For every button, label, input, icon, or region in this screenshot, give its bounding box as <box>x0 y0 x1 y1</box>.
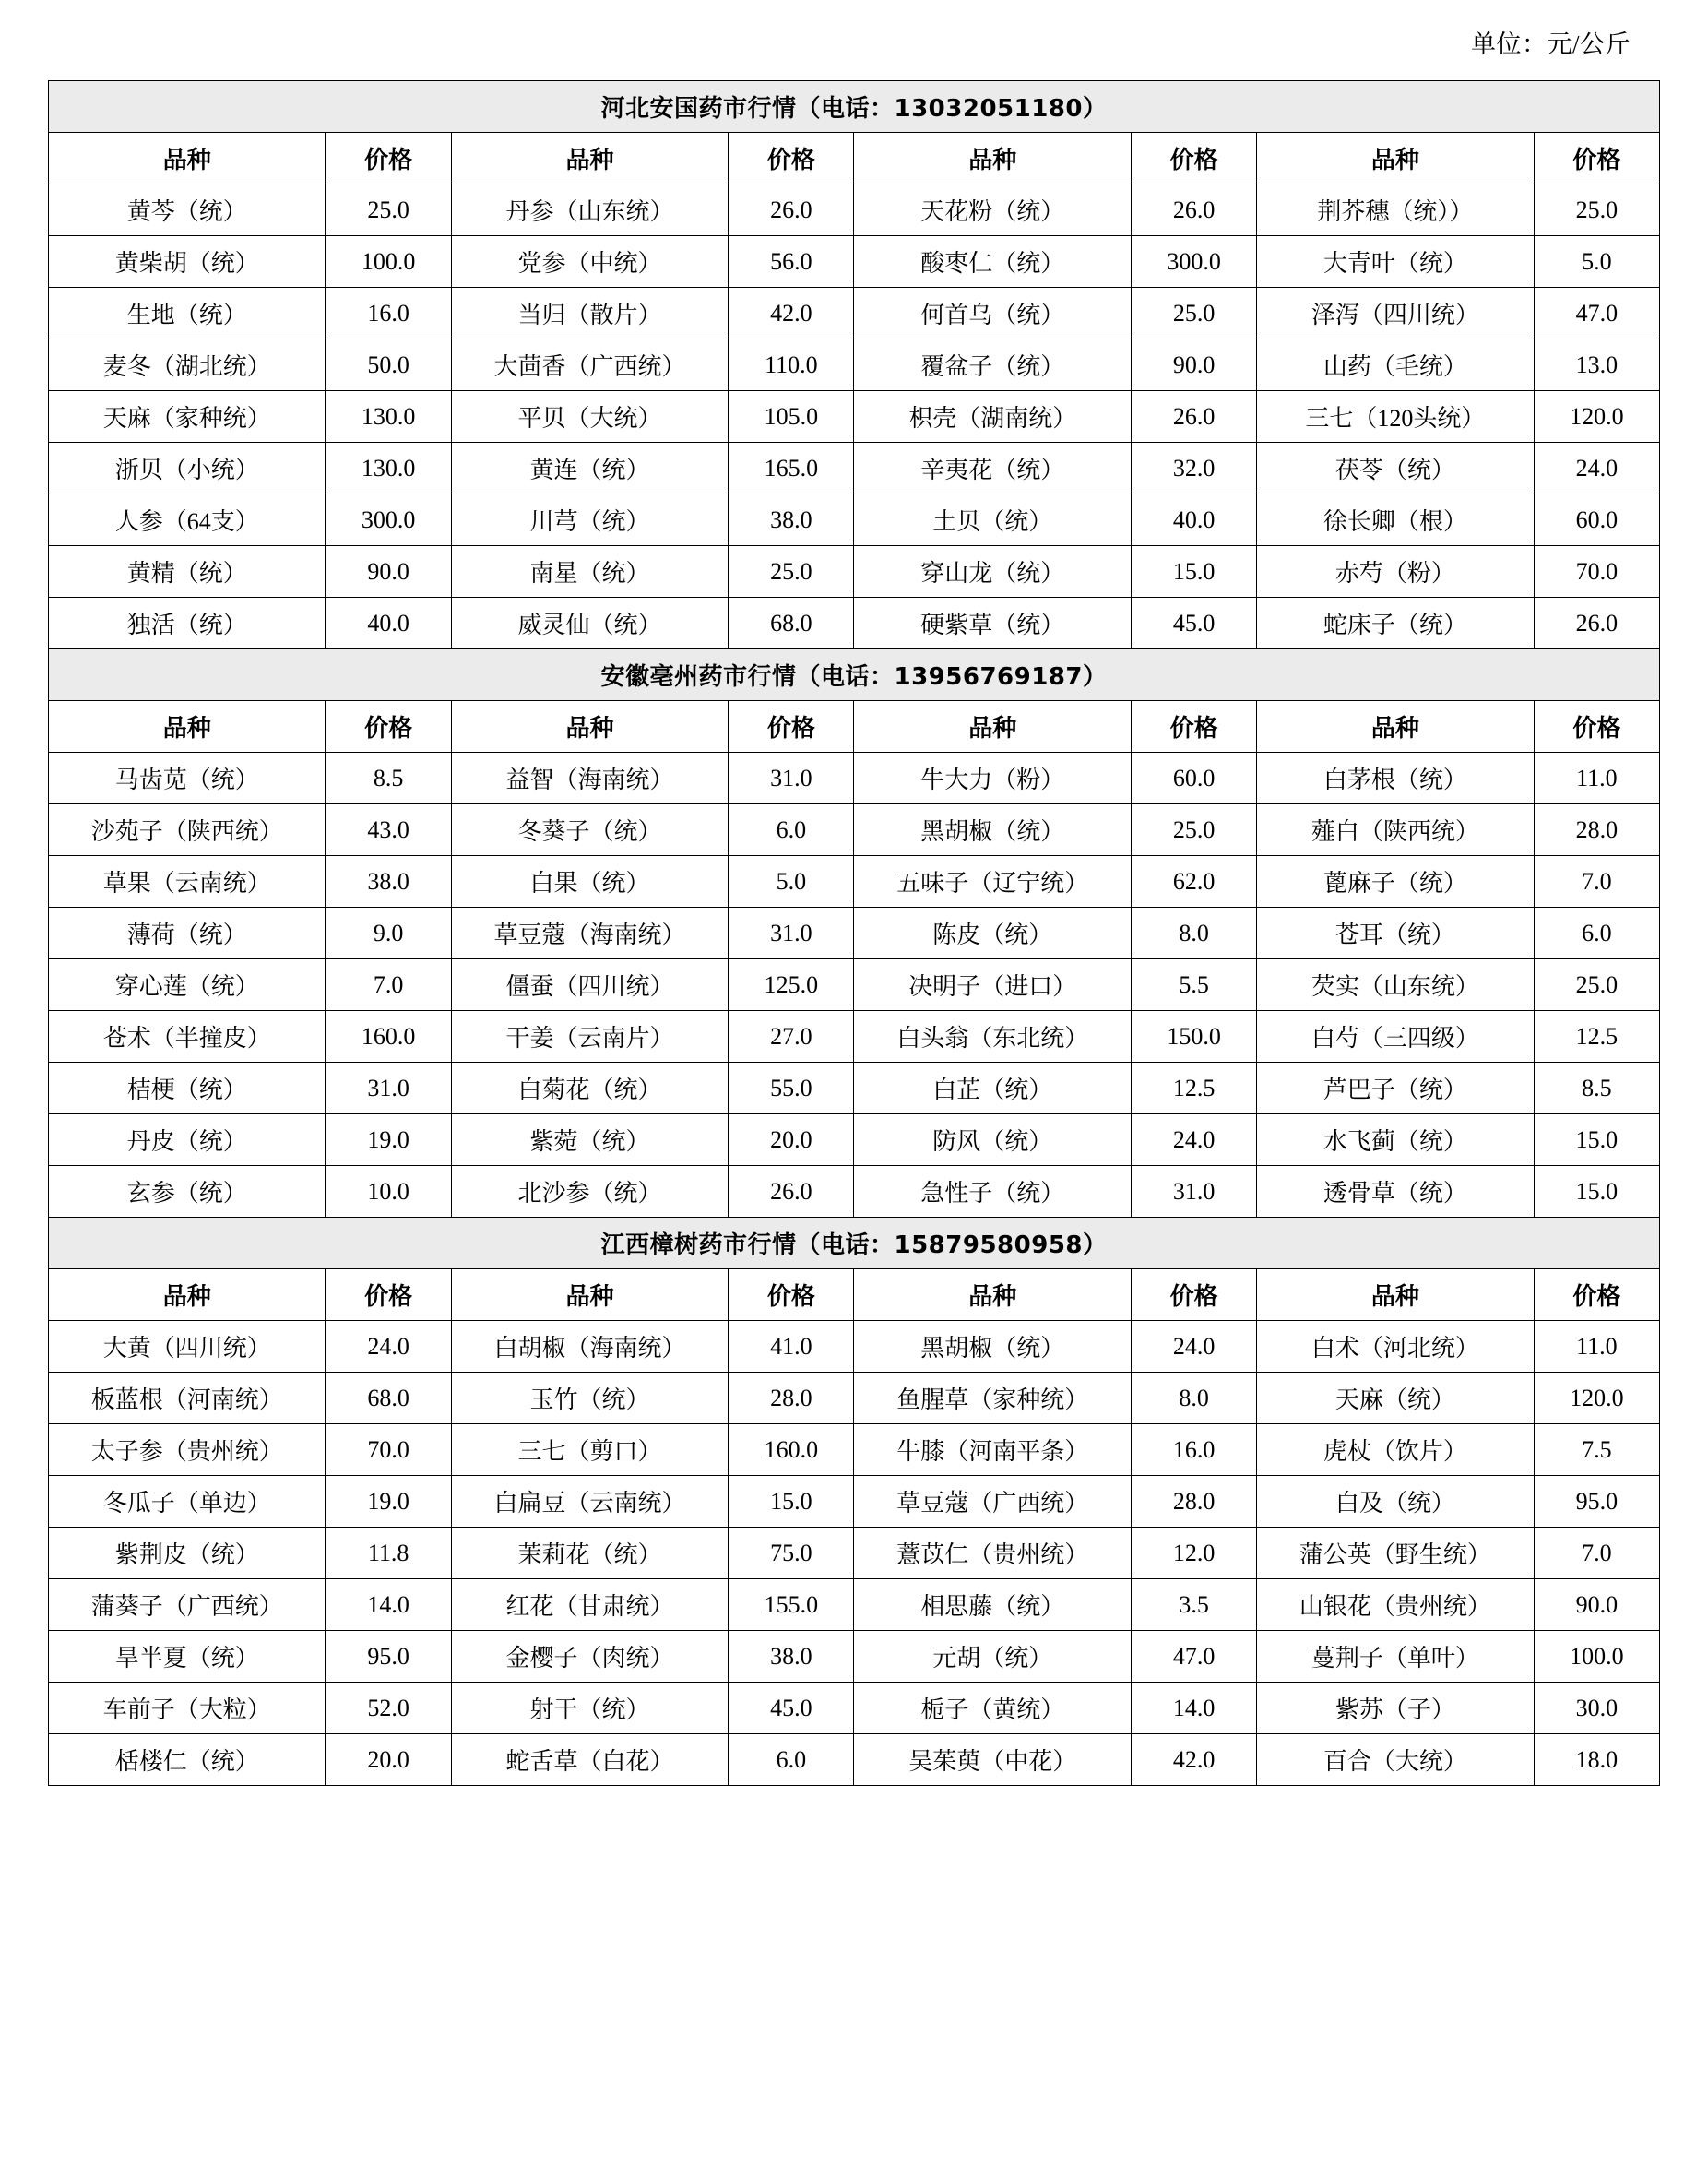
herb-name: 白扁豆（云南统） <box>451 1476 728 1528</box>
herb-price: 18.0 <box>1534 1734 1659 1786</box>
herb-price: 165.0 <box>729 443 854 494</box>
column-header-row <box>49 701 1660 753</box>
herb-name: 泽泻（四川统） <box>1257 288 1534 339</box>
table-row <box>49 908 1660 959</box>
herb-name: 芦巴子（统） <box>1257 1063 1534 1114</box>
herb-name: 人参（64支） <box>49 494 326 546</box>
herb-price: 8.5 <box>326 753 451 804</box>
herb-price: 130.0 <box>326 443 451 494</box>
herb-name: 当归（散片） <box>451 288 728 339</box>
herb-name: 蔓荆子（单叶） <box>1257 1631 1534 1683</box>
herb-price: 130.0 <box>326 391 451 443</box>
herb-price: 28.0 <box>729 1373 854 1424</box>
herb-name: 沙苑子（陕西统） <box>49 804 326 856</box>
herb-name: 独活（统） <box>49 598 326 649</box>
herb-name: 徐长卿（根） <box>1257 494 1534 546</box>
herb-price: 68.0 <box>729 598 854 649</box>
herb-price: 45.0 <box>1131 598 1256 649</box>
table-row <box>49 494 1660 546</box>
table-row <box>49 1114 1660 1166</box>
herb-price: 11.0 <box>1534 753 1659 804</box>
table-row <box>49 1631 1660 1683</box>
section-title-row <box>49 81 1660 133</box>
herb-name: 紫荆皮（统） <box>49 1528 326 1579</box>
column-header-price: 价格 <box>729 1269 854 1321</box>
table-row <box>49 1528 1660 1579</box>
herb-price: 15.0 <box>729 1476 854 1528</box>
table-row <box>49 339 1660 391</box>
herb-price: 47.0 <box>1534 288 1659 339</box>
herb-price: 28.0 <box>1534 804 1659 856</box>
herb-name: 生地（统） <box>49 288 326 339</box>
herb-name: 南星（统） <box>451 546 728 598</box>
herb-price: 14.0 <box>1131 1683 1256 1734</box>
herb-price: 150.0 <box>1131 1011 1256 1063</box>
herb-price: 14.0 <box>326 1579 451 1631</box>
herb-name: 天花粉（统） <box>854 184 1131 236</box>
column-header-name: 品种 <box>451 133 728 184</box>
column-header-name: 品种 <box>854 1269 1131 1321</box>
herb-name: 白术（河北统） <box>1257 1321 1534 1373</box>
column-header-name: 品种 <box>854 133 1131 184</box>
herb-name: 薏苡仁（贵州统） <box>854 1528 1131 1579</box>
herb-name: 栝楼仁（统） <box>49 1734 326 1786</box>
herb-name: 黑胡椒（统） <box>854 804 1131 856</box>
herb-price: 47.0 <box>1131 1631 1256 1683</box>
herb-name: 大青叶（统） <box>1257 236 1534 288</box>
herb-price: 28.0 <box>1131 1476 1256 1528</box>
herb-name: 苍耳（统） <box>1257 908 1534 959</box>
column-header-name: 品种 <box>1257 1269 1534 1321</box>
herb-price: 10.0 <box>326 1166 451 1218</box>
herb-price: 7.0 <box>326 959 451 1011</box>
herb-price: 5.0 <box>729 856 854 908</box>
herb-name: 天麻（家种统） <box>49 391 326 443</box>
herb-name: 辛夷花（统） <box>854 443 1131 494</box>
section-title: 安徽亳州药市行情（电话：13956769187） <box>49 649 1660 701</box>
herb-price: 38.0 <box>326 856 451 908</box>
herb-name: 陈皮（统） <box>854 908 1131 959</box>
herb-price: 8.0 <box>1131 1373 1256 1424</box>
herb-name: 白果（统） <box>451 856 728 908</box>
herb-price: 50.0 <box>326 339 451 391</box>
herb-name: 蛇舌草（白花） <box>451 1734 728 1786</box>
column-header-name: 品种 <box>451 701 728 753</box>
herb-price: 31.0 <box>326 1063 451 1114</box>
herb-name: 金樱子（肉统） <box>451 1631 728 1683</box>
herb-price: 110.0 <box>729 339 854 391</box>
table-row <box>49 236 1660 288</box>
herb-price: 125.0 <box>729 959 854 1011</box>
column-header-name: 品种 <box>451 1269 728 1321</box>
herb-price: 5.0 <box>1534 236 1659 288</box>
herb-name: 玉竹（统） <box>451 1373 728 1424</box>
herb-price: 25.0 <box>1131 288 1256 339</box>
herb-price: 38.0 <box>729 1631 854 1683</box>
herb-price: 70.0 <box>1534 546 1659 598</box>
herb-name: 北沙参（统） <box>451 1166 728 1218</box>
herb-name: 丹参（山东统） <box>451 184 728 236</box>
column-header-row <box>49 1269 1660 1321</box>
herb-price: 27.0 <box>729 1011 854 1063</box>
herb-name: 三七（剪口） <box>451 1424 728 1476</box>
herb-name: 白芍（三四级） <box>1257 1011 1534 1063</box>
herb-price: 12.5 <box>1534 1011 1659 1063</box>
herb-price: 52.0 <box>326 1683 451 1734</box>
column-header-name: 品种 <box>49 1269 326 1321</box>
herb-price: 300.0 <box>326 494 451 546</box>
table-row <box>49 1011 1660 1063</box>
herb-name: 草豆蔻（海南统） <box>451 908 728 959</box>
herb-price: 8.5 <box>1534 1063 1659 1114</box>
herb-name: 三七（120头统） <box>1257 391 1534 443</box>
herb-name: 天麻（统） <box>1257 1373 1534 1424</box>
herb-price: 20.0 <box>729 1114 854 1166</box>
herb-price: 31.0 <box>729 908 854 959</box>
herb-price: 25.0 <box>1131 804 1256 856</box>
herb-name: 芡实（山东统） <box>1257 959 1534 1011</box>
herb-name: 水飞蓟（统） <box>1257 1114 1534 1166</box>
table-row <box>49 443 1660 494</box>
table-row <box>49 1373 1660 1424</box>
herb-price: 68.0 <box>326 1373 451 1424</box>
herb-price: 60.0 <box>1534 494 1659 546</box>
herb-name: 鱼腥草（家种统） <box>854 1373 1131 1424</box>
herb-price: 43.0 <box>326 804 451 856</box>
table-row <box>49 1579 1660 1631</box>
herb-name: 虎杖（饮片） <box>1257 1424 1534 1476</box>
herb-price: 95.0 <box>1534 1476 1659 1528</box>
table-row <box>49 959 1660 1011</box>
table-row <box>49 1476 1660 1528</box>
table-row <box>49 1734 1660 1786</box>
table-row <box>49 288 1660 339</box>
column-header-price: 价格 <box>1534 133 1659 184</box>
herb-price: 160.0 <box>326 1011 451 1063</box>
herb-price: 105.0 <box>729 391 854 443</box>
herb-name: 射干（统） <box>451 1683 728 1734</box>
herb-name: 板蓝根（河南统） <box>49 1373 326 1424</box>
herb-price: 6.0 <box>1534 908 1659 959</box>
herb-name: 冬瓜子（单边） <box>49 1476 326 1528</box>
herb-price: 42.0 <box>1131 1734 1256 1786</box>
herb-name: 蒲葵子（广西统） <box>49 1579 326 1631</box>
herb-price: 32.0 <box>1131 443 1256 494</box>
herb-name: 太子参（贵州统） <box>49 1424 326 1476</box>
column-header-price: 价格 <box>1534 701 1659 753</box>
herb-price: 25.0 <box>1534 184 1659 236</box>
herb-name: 白头翁（东北统） <box>854 1011 1131 1063</box>
table-row <box>49 1063 1660 1114</box>
herb-price: 90.0 <box>1534 1579 1659 1631</box>
herb-name: 蒲公英（野生统） <box>1257 1528 1534 1579</box>
table-row <box>49 1321 1660 1373</box>
herb-price: 31.0 <box>1131 1166 1256 1218</box>
herb-name: 牛膝（河南平条） <box>854 1424 1131 1476</box>
herb-name: 平贝（大统） <box>451 391 728 443</box>
herb-price: 56.0 <box>729 236 854 288</box>
herb-price: 16.0 <box>326 288 451 339</box>
herb-price: 24.0 <box>1131 1114 1256 1166</box>
herb-name: 元胡（统） <box>854 1631 1131 1683</box>
herb-name: 浙贝（小统） <box>49 443 326 494</box>
herb-name: 威灵仙（统） <box>451 598 728 649</box>
herb-price: 3.5 <box>1131 1579 1256 1631</box>
herb-price: 25.0 <box>326 184 451 236</box>
herb-name: 大茴香（广西统） <box>451 339 728 391</box>
herb-name: 车前子（大粒） <box>49 1683 326 1734</box>
herb-price: 25.0 <box>729 546 854 598</box>
herb-name: 茉莉花（统） <box>451 1528 728 1579</box>
column-header-name: 品种 <box>1257 701 1534 753</box>
column-header-name: 品种 <box>49 701 326 753</box>
herb-name: 红花（甘肃统） <box>451 1579 728 1631</box>
herb-price: 15.0 <box>1534 1166 1659 1218</box>
herb-name: 干姜（云南片） <box>451 1011 728 1063</box>
herb-price: 24.0 <box>1131 1321 1256 1373</box>
herb-price: 15.0 <box>1131 546 1256 598</box>
herb-price: 45.0 <box>729 1683 854 1734</box>
herb-name: 紫苏（子） <box>1257 1683 1534 1734</box>
herb-name: 赤芍（粉） <box>1257 546 1534 598</box>
herb-name: 茯苓（统） <box>1257 443 1534 494</box>
herb-name: 草果（云南统） <box>49 856 326 908</box>
herb-price: 26.0 <box>729 1166 854 1218</box>
herb-price: 12.0 <box>1131 1528 1256 1579</box>
herb-name: 丹皮（统） <box>49 1114 326 1166</box>
herb-name: 山银花（贵州统） <box>1257 1579 1534 1631</box>
herb-price: 6.0 <box>729 1734 854 1786</box>
herb-price: 7.0 <box>1534 1528 1659 1579</box>
herb-price: 15.0 <box>1534 1114 1659 1166</box>
herb-name: 益智（海南统） <box>451 753 728 804</box>
herb-name: 酸枣仁（统） <box>854 236 1131 288</box>
herb-price: 90.0 <box>326 546 451 598</box>
herb-price: 160.0 <box>729 1424 854 1476</box>
column-header-price: 价格 <box>326 133 451 184</box>
herb-name: 僵蚕（四川统） <box>451 959 728 1011</box>
herb-name: 麦冬（湖北统） <box>49 339 326 391</box>
herb-price: 5.5 <box>1131 959 1256 1011</box>
herb-name: 百合（大统） <box>1257 1734 1534 1786</box>
herb-price: 55.0 <box>729 1063 854 1114</box>
herb-name: 穿山龙（统） <box>854 546 1131 598</box>
herb-price: 19.0 <box>326 1114 451 1166</box>
herb-name: 牛大力（粉） <box>854 753 1131 804</box>
column-header-name: 品种 <box>49 133 326 184</box>
herb-price: 7.5 <box>1534 1424 1659 1476</box>
herb-name: 玄参（统） <box>49 1166 326 1218</box>
herb-price: 8.0 <box>1131 908 1256 959</box>
herb-name: 黄连（统） <box>451 443 728 494</box>
table-row <box>49 184 1660 236</box>
herb-name: 黑胡椒（统） <box>854 1321 1131 1373</box>
herb-name: 大黄（四川统） <box>49 1321 326 1373</box>
section-title: 江西樟树药市行情（电话：15879580958） <box>49 1218 1660 1269</box>
herb-name: 旱半夏（统） <box>49 1631 326 1683</box>
column-header-name: 品种 <box>1257 133 1534 184</box>
herb-price: 24.0 <box>326 1321 451 1373</box>
herb-name: 栀子（黄统） <box>854 1683 1131 1734</box>
herb-price: 24.0 <box>1534 443 1659 494</box>
herb-name: 何首乌（统） <box>854 288 1131 339</box>
herb-price: 26.0 <box>729 184 854 236</box>
column-header-price: 价格 <box>729 701 854 753</box>
herb-name: 黄芩（统） <box>49 184 326 236</box>
herb-name: 党参（中统） <box>451 236 728 288</box>
herb-name: 桔梗（统） <box>49 1063 326 1114</box>
herb-price: 38.0 <box>729 494 854 546</box>
column-header-name: 品种 <box>854 701 1131 753</box>
column-header-price: 价格 <box>326 1269 451 1321</box>
herb-price: 26.0 <box>1131 391 1256 443</box>
table-row <box>49 1683 1660 1734</box>
herb-name: 穿心莲（统） <box>49 959 326 1011</box>
column-header-row <box>49 133 1660 184</box>
herb-price: 60.0 <box>1131 753 1256 804</box>
unit-label: 单位：元/公斤 <box>1470 30 1631 58</box>
herb-price: 16.0 <box>1131 1424 1256 1476</box>
table-row <box>49 1166 1660 1218</box>
herb-name: 五味子（辽宁统） <box>854 856 1131 908</box>
table-row <box>49 804 1660 856</box>
herb-price: 11.8 <box>326 1528 451 1579</box>
herb-price: 31.0 <box>729 753 854 804</box>
herb-name: 透骨草（统） <box>1257 1166 1534 1218</box>
herb-price: 9.0 <box>326 908 451 959</box>
herb-price: 120.0 <box>1534 391 1659 443</box>
herb-name: 决明子（进口） <box>854 959 1131 1011</box>
herb-price: 25.0 <box>1534 959 1659 1011</box>
herb-price: 26.0 <box>1131 184 1256 236</box>
herb-price: 26.0 <box>1534 598 1659 649</box>
table-row <box>49 391 1660 443</box>
herb-name: 相思藤（统） <box>854 1579 1131 1631</box>
herb-name: 防风（统） <box>854 1114 1131 1166</box>
herb-name: 急性子（统） <box>854 1166 1131 1218</box>
herb-name: 白芷（统） <box>854 1063 1131 1114</box>
market-price-table <box>48 80 1660 1786</box>
table-row <box>49 598 1660 649</box>
herb-name: 川芎（统） <box>451 494 728 546</box>
herb-name: 冬葵子（统） <box>451 804 728 856</box>
herb-price: 62.0 <box>1131 856 1256 908</box>
herb-price: 20.0 <box>326 1734 451 1786</box>
herb-name: 覆盆子（统） <box>854 339 1131 391</box>
section-title: 河北安国药市行情（电话：13032051180） <box>49 81 1660 133</box>
column-header-price: 价格 <box>326 701 451 753</box>
herb-name: 黄精（统） <box>49 546 326 598</box>
herb-name: 蓖麻子（统） <box>1257 856 1534 908</box>
herb-price: 100.0 <box>1534 1631 1659 1683</box>
herb-name: 枳壳（湖南统） <box>854 391 1131 443</box>
herb-price: 30.0 <box>1534 1683 1659 1734</box>
herb-name: 草豆蔻（广西统） <box>854 1476 1131 1528</box>
herb-price: 40.0 <box>1131 494 1256 546</box>
herb-price: 75.0 <box>729 1528 854 1579</box>
herb-price: 6.0 <box>729 804 854 856</box>
table-row <box>49 1424 1660 1476</box>
herb-price: 7.0 <box>1534 856 1659 908</box>
column-header-price: 价格 <box>1534 1269 1659 1321</box>
column-header-price: 价格 <box>1131 133 1256 184</box>
herb-price: 70.0 <box>326 1424 451 1476</box>
herb-name: 土贝（统） <box>854 494 1131 546</box>
column-header-price: 价格 <box>729 133 854 184</box>
table-row <box>49 753 1660 804</box>
herb-name: 蛇床子（统） <box>1257 598 1534 649</box>
section-title-row <box>49 649 1660 701</box>
table-row <box>49 856 1660 908</box>
table-row <box>49 546 1660 598</box>
herb-name: 白茅根（统） <box>1257 753 1534 804</box>
herb-name: 紫菀（统） <box>451 1114 728 1166</box>
herb-price: 120.0 <box>1534 1373 1659 1424</box>
herb-price: 13.0 <box>1534 339 1659 391</box>
herb-name: 硬紫草（统） <box>854 598 1131 649</box>
herb-name: 薤白（陕西统） <box>1257 804 1534 856</box>
herb-price: 11.0 <box>1534 1321 1659 1373</box>
herb-name: 黄柴胡（统） <box>49 236 326 288</box>
herb-name: 山药（毛统） <box>1257 339 1534 391</box>
herb-price: 95.0 <box>326 1631 451 1683</box>
herb-name: 白菊花（统） <box>451 1063 728 1114</box>
herb-name: 吴茱萸（中花） <box>854 1734 1131 1786</box>
herb-price: 42.0 <box>729 288 854 339</box>
column-header-price: 价格 <box>1131 701 1256 753</box>
herb-price: 300.0 <box>1131 236 1256 288</box>
herb-name: 荆芥穗（统）） <box>1257 184 1534 236</box>
herb-price: 155.0 <box>729 1579 854 1631</box>
herb-name: 白胡椒（海南统） <box>451 1321 728 1373</box>
column-header-price: 价格 <box>1131 1269 1256 1321</box>
herb-price: 100.0 <box>326 236 451 288</box>
herb-price: 41.0 <box>729 1321 854 1373</box>
herb-name: 马齿苋（统） <box>49 753 326 804</box>
herb-price: 12.5 <box>1131 1063 1256 1114</box>
herb-price: 90.0 <box>1131 339 1256 391</box>
herb-name: 薄荷（统） <box>49 908 326 959</box>
herb-name: 白及（统） <box>1257 1476 1534 1528</box>
herb-price: 40.0 <box>326 598 451 649</box>
herb-price: 19.0 <box>326 1476 451 1528</box>
section-title-row <box>49 1218 1660 1269</box>
herb-name: 苍术（半撞皮） <box>49 1011 326 1063</box>
